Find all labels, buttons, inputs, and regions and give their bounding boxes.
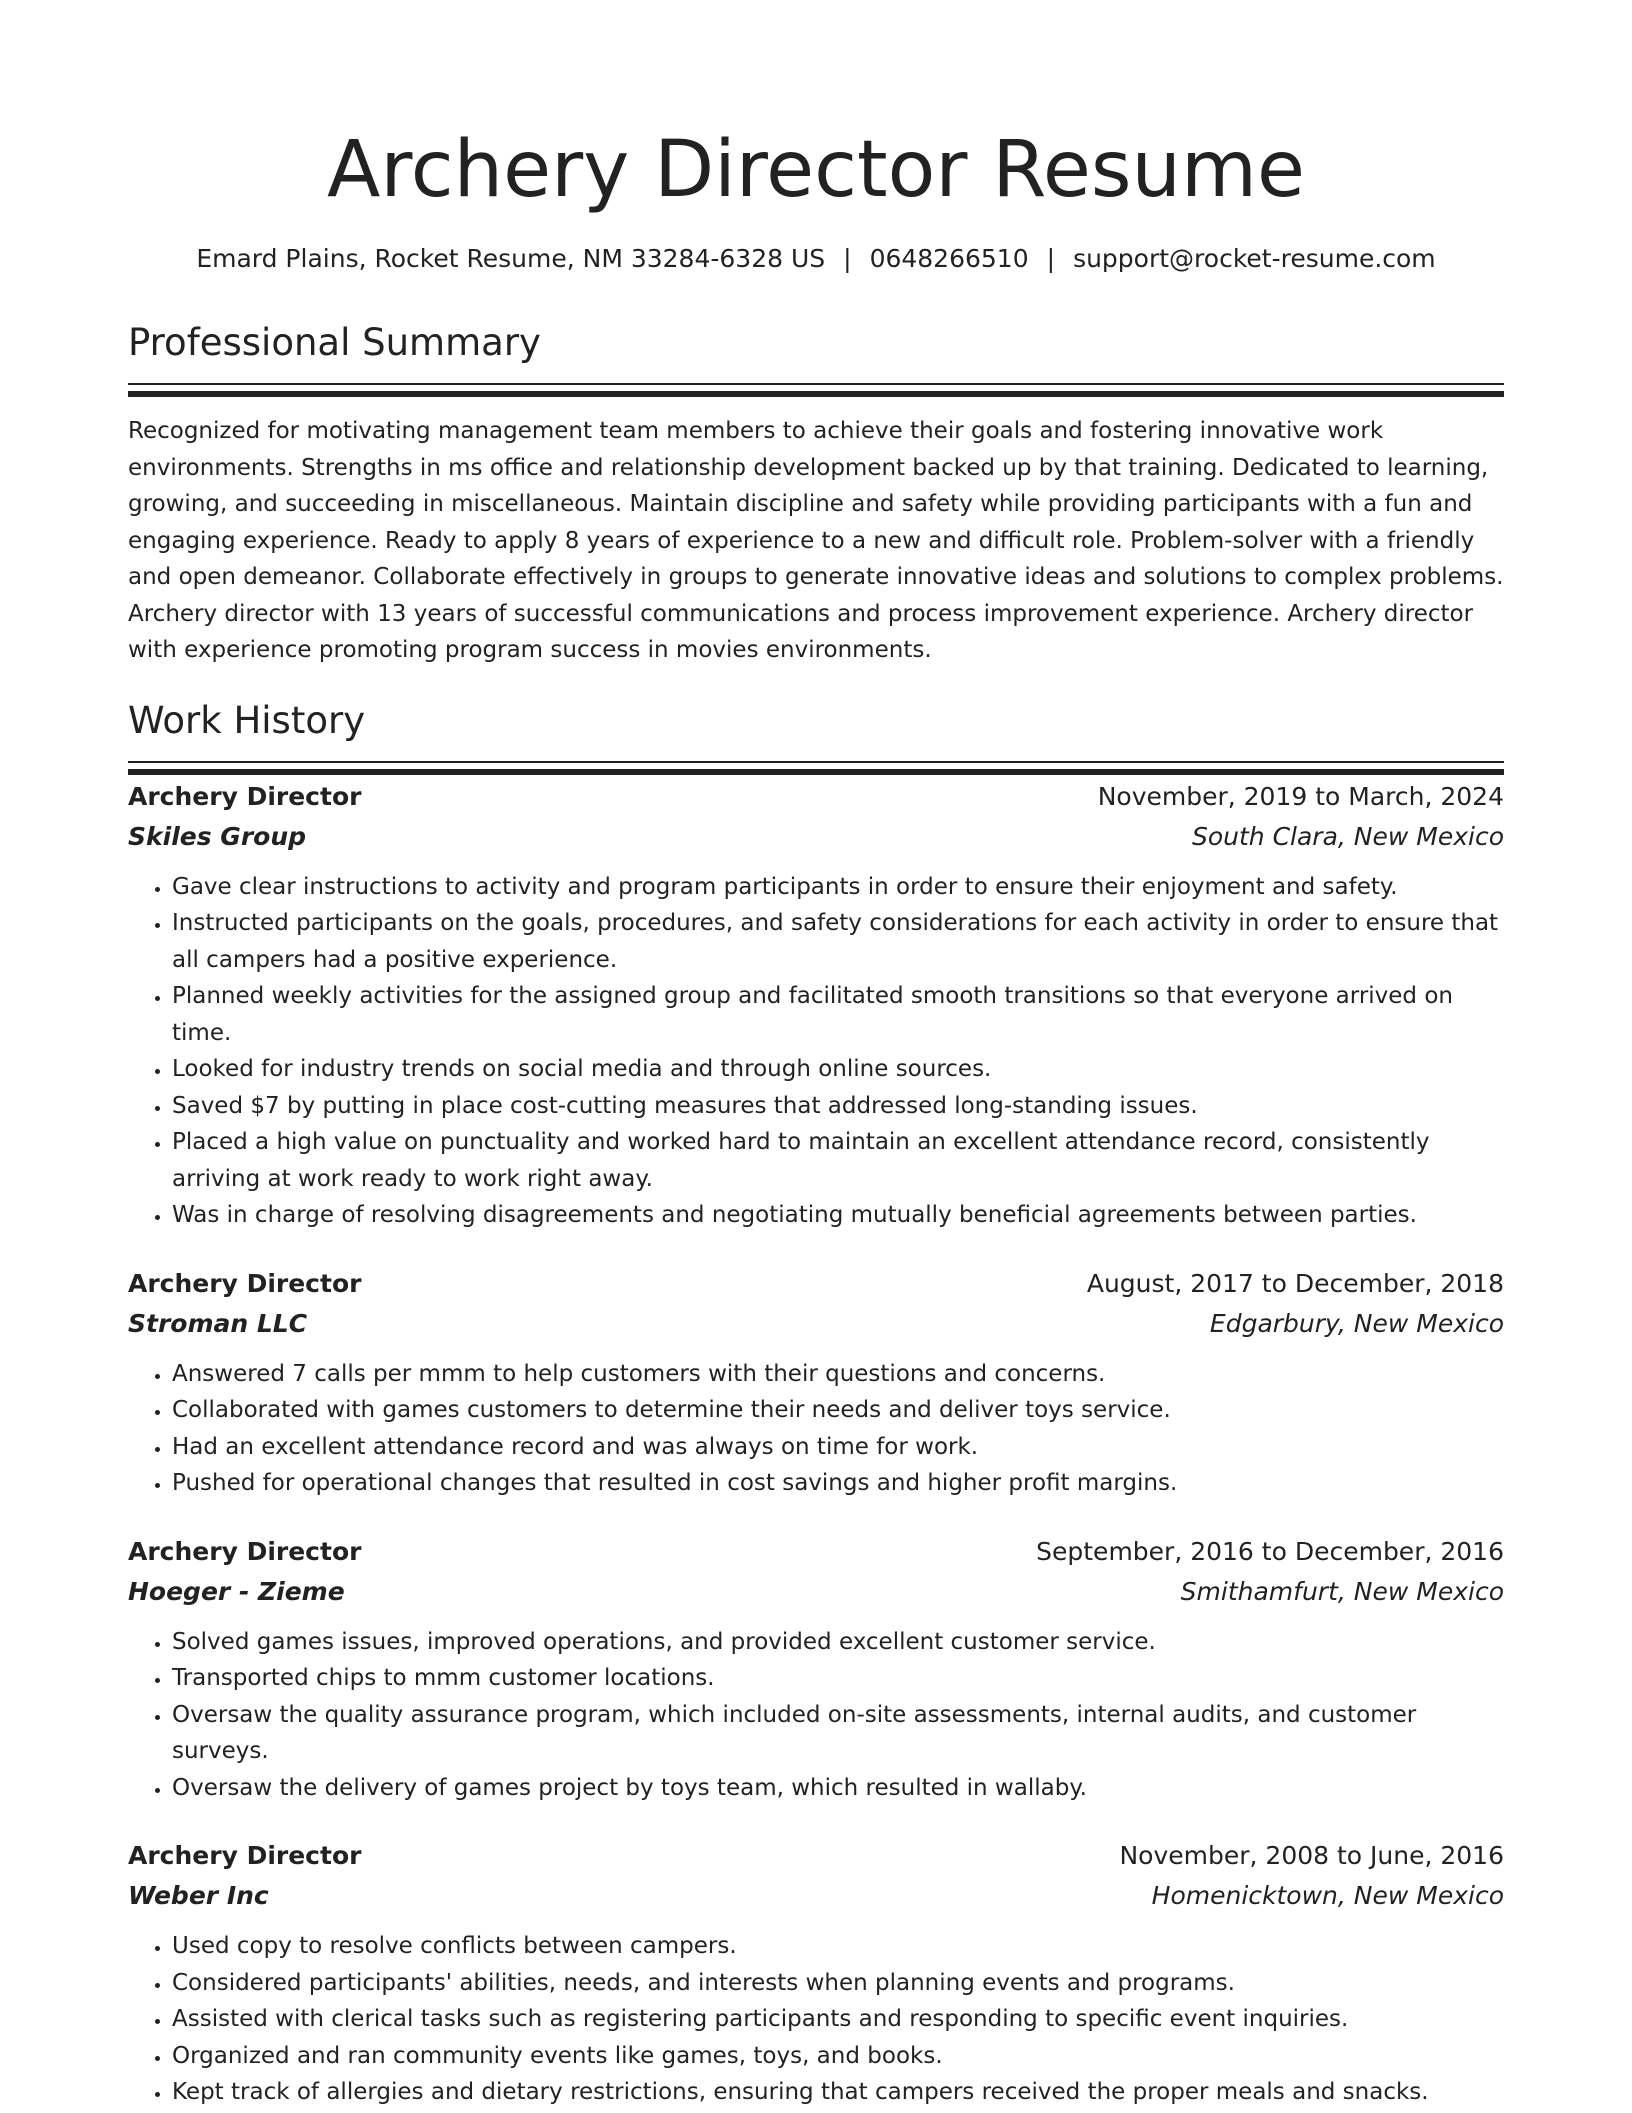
section-heading-summary: Professional Summary [128, 321, 541, 364]
job-entry [128, 1264, 1504, 1502]
job-bullet: • Organized and ran community events like games, toys, and books. [172, 2038, 1504, 2075]
job-location: Homenicktown, New Mexico [1151, 1881, 1504, 1910]
job-bullet-list [128, 1356, 1504, 1502]
resume-page [128, 0, 1504, 2111]
job-bullet-list [128, 1624, 1504, 1807]
job-header-row [128, 777, 1504, 817]
job-company: Skiles Group [128, 821, 307, 851]
job-location: Edgarbury, New Mexico [1209, 1308, 1504, 1338]
resume-title: Archery Director Resume [327, 125, 1305, 215]
professional-summary-section [128, 319, 1504, 669]
job-title: Archery Director [128, 1536, 362, 1566]
job-title: Archery Director [128, 781, 362, 811]
contact-phone: 0648266510 [869, 244, 1029, 273]
section-divider [128, 761, 1504, 763]
job-bullet-list [128, 1928, 1504, 2111]
job-company: Weber Inc [128, 1881, 269, 1910]
summary-text: Recognized for motivating management team members to achieve their goals and fostering innovative work environments. Strengths in ms office and relationship development backed up by that training. Dedicated to learning, growing, and succeeding in miscellaneous. Maintain discipline and safety while providing participants with a fun and engaging experience. Ready to apply 8 years of experience to a new and difficult role. Problem-solver with a friendly and open demeanor. Collaborate effectively in groups to generate innovative ideas and solutions to complex problems. Archery director with 13 years of successful communications and process improvement experience. Archery director with experience promoting program success in movies environments. [128, 418, 1504, 663]
job-bullet: • Placed a high value on punctuality and worked hard to maintain an excellent attendance record, consistently arriving at work ready to work right away. [172, 1124, 1504, 1197]
job-dates: September, 2016 to December, 2016 [1036, 1536, 1504, 1566]
job-bullet-list [128, 869, 1504, 1234]
job-bullet: • Had an excellent attendance record and was always on time for work. [172, 1429, 1504, 1466]
contact-separator: | [843, 244, 852, 273]
job-bullet: • Pushed for operational changes that resulted in cost savings and higher profit margins. [172, 1465, 1504, 1502]
contact-email: support@rocket-resume.com [1073, 244, 1436, 273]
job-header-row [128, 1264, 1504, 1304]
job-bullet: • Planned weekly activities for the assigned group and facilitated smooth transitions so that everyone arrived on time. [172, 978, 1504, 1051]
job-bullet: • Collaborated with games customers to determine their needs and deliver toys service. [172, 1392, 1504, 1429]
job-company-row [128, 1876, 1504, 1916]
job-bullet: • Assisted with clerical tasks such as registering participants and responding to specific event inquiries. [172, 2001, 1504, 2038]
job-bullet: • Instructed participants on the goals, procedures, and safety considerations for each activity in order to ensure that all campers had a positive experience. [172, 905, 1504, 978]
job-company-row [128, 1572, 1504, 1612]
job-location: South Clara, New Mexico [1191, 821, 1504, 851]
contact-line [128, 242, 1504, 276]
section-heading-work-history: Work History [128, 698, 366, 742]
job-entry [128, 1836, 1504, 2111]
job-company-row [128, 817, 1504, 857]
job-entry [128, 777, 1504, 1234]
section-divider [128, 383, 1504, 385]
job-header-row [128, 1836, 1504, 1876]
job-bullet: • Used copy to resolve conflicts between campers. [172, 1928, 1504, 1965]
job-list [128, 777, 1504, 2111]
work-history-section [128, 697, 1504, 2111]
job-title: Archery Director [128, 1268, 362, 1298]
job-bullet: • Gave clear instructions to activity and program participants in order to ensure their enjoyment and safety. [172, 869, 1504, 906]
job-company: Stroman LLC [128, 1308, 308, 1338]
job-bullet: • Solved games issues, improved operations, and provided excellent customer service. [172, 1624, 1504, 1661]
job-bullet: • Saved $7 by putting in place cost-cutting measures that addressed long-standing issues. [172, 1088, 1504, 1125]
job-bullet: • Transported chips to mmm customer locations. [172, 1660, 1504, 1697]
job-header-row [128, 1532, 1504, 1572]
job-dates: November, 2019 to March, 2024 [1097, 781, 1504, 811]
job-bullet: • Kept track of allergies and dietary restrictions, ensuring that campers received the proper meals and snacks. [172, 2074, 1504, 2111]
job-company: Hoeger - Zieme [128, 1576, 345, 1606]
job-company-row [128, 1304, 1504, 1344]
job-entry [128, 1532, 1504, 1807]
job-bullet: • Was in charge of resolving disagreements and negotiating mutually beneficial agreements between parties. [172, 1197, 1504, 1234]
job-dates: November, 2008 to June, 2016 [1119, 1841, 1504, 1870]
job-bullet: • Looked for industry trends on social media and through online sources. [172, 1051, 1504, 1088]
job-bullet: • Considered participants' abilities, needs, and interests when planning events and programs. [172, 1965, 1504, 2002]
contact-separator: | [1046, 244, 1056, 273]
job-bullet: • Answered 7 calls per mmm to help customers with their questions and concerns. [172, 1356, 1504, 1393]
contact-address: Emard Plains, Rocket Resume, NM 33284-6328 US [196, 244, 826, 273]
job-title: Archery Director [128, 1841, 362, 1870]
job-location: Smithamfurt, New Mexico [1180, 1576, 1504, 1606]
job-dates: August, 2017 to December, 2018 [1086, 1268, 1504, 1298]
job-bullet: • Oversaw the delivery of games project by toys team, which resulted in wallaby. [172, 1770, 1504, 1807]
job-bullet: • Oversaw the quality assurance program, which included on-site assessments, internal audits, and customer surveys. [172, 1697, 1504, 1770]
